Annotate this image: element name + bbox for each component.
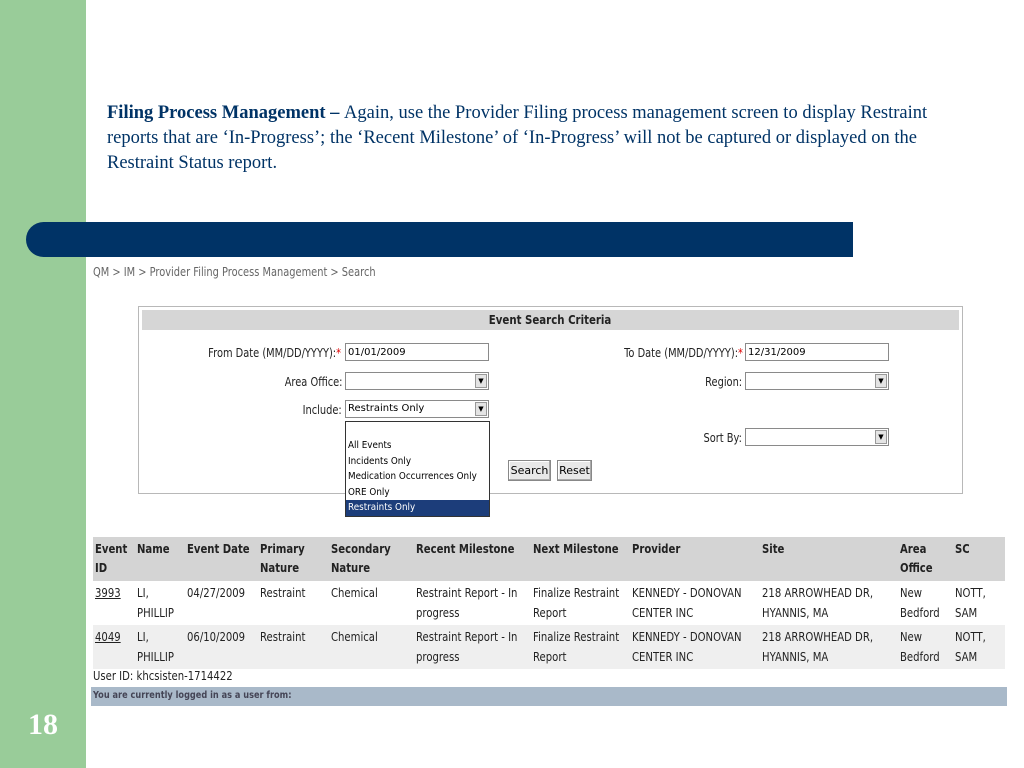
chevron-down-icon[interactable]: ▼ [875,430,887,444]
slide-title-dash: – [325,103,345,123]
sort-by-label: Sort By: [703,431,742,445]
event-id-cell[interactable] [93,581,135,625]
recent-milestone-cell: Restraint Report - In progress [416,586,518,620]
event-id-cell[interactable] [93,625,135,669]
region-select[interactable] [745,372,889,390]
from-date-label: From Date (MM/DD/YYYY):* [208,346,341,360]
table-header-row [93,537,1005,581]
next-milestone-cell: Finalize Restraint Report [531,625,629,669]
slide-green-left-band [0,0,86,768]
include-options-list[interactable] [345,421,490,517]
sort-by-select[interactable] [745,428,889,446]
site-cell: 218 ARROWHEAD DR, HYANNIS, MA [760,625,898,669]
to-date-input[interactable]: 12/31/2009 [745,343,889,361]
area-office-cell: New Bedford [898,625,953,669]
event-date-cell: 04/27/2009 [187,586,246,600]
column-header[interactable]: Event ID [93,537,135,581]
slide-title: Filing Process Management [107,103,326,123]
chevron-down-icon[interactable]: ▼ [475,374,487,388]
recent-milestone-cell: Restraint Report - In progress [414,625,531,669]
slide-intro-text [107,101,947,176]
criteria-header: Event Search Criteria [142,310,959,330]
include-option-incidents-only[interactable]: Incidents Only [348,455,412,467]
chevron-down-icon[interactable]: ▼ [875,374,887,388]
include-option-medication-occurrences-only[interactable]: Medication Occurrences Only [348,471,477,482]
column-header[interactable]: Secondary Nature [329,537,414,581]
event-id-link[interactable]: 3993 [95,586,121,600]
area-office-label: Area Office: [284,375,342,389]
column-header[interactable]: Primary Nature [258,537,328,581]
sc-cell: NOTT, SAM [953,625,1005,669]
column-header[interactable]: Provider [630,537,760,581]
secondary-nature-cell: Chemical [330,586,378,600]
include-option-ore-only[interactable]: ORE Only [348,486,390,498]
column-header[interactable]: Event Date [185,537,258,581]
provider-cell: KENNEDY - DONOVAN CENTER INC [631,586,742,620]
next-milestone-cell: Finalize Restraint Report [533,586,620,620]
column-header[interactable]: Site [760,537,898,581]
column-header[interactable]: Area Office [898,537,953,581]
include-label: Include: [302,403,342,417]
reset-button[interactable]: Reset [557,460,592,481]
table-row [93,581,1005,625]
include-option-all-events[interactable]: All Events [348,440,392,451]
primary-nature-cell: Restraint [260,586,306,600]
results-table [93,537,1005,669]
include-option-restraints-only[interactable]: Restraints Only [346,500,489,516]
event-date-cell: 06/10/2009 [185,625,258,669]
column-header[interactable]: Next Milestone [531,537,629,581]
provider-cell: KENNEDY - DONOVAN CENTER INC [630,625,760,669]
slide-divider-bar [26,222,853,257]
column-header[interactable]: SC [953,537,1005,581]
sc-cell: NOTT, SAM [954,586,986,620]
primary-nature-cell: Restraint [258,625,328,669]
name-cell: LI, PHILLIP [137,586,175,620]
required-mark: * [336,346,341,360]
site-cell: 218 ARROWHEAD DR, HYANNIS, MA [761,586,874,620]
logged-in-bar [91,687,1007,706]
from-date-input[interactable]: 01/01/2009 [345,343,489,361]
table-row [93,625,1005,669]
logged-in-text: You are currently logged in as a user from: [93,690,292,701]
search-button[interactable]: Search [508,460,551,481]
breadcrumb[interactable]: QM > IM > Provider Filing Process Management > Search [93,265,376,279]
area-office-cell: New Bedford [899,586,940,620]
column-header[interactable]: Recent Milestone [414,537,531,581]
area-office-select[interactable] [345,372,489,390]
include-select[interactable]: Restraints Only ▼ [345,400,489,418]
name-cell: LI, PHILLIP [135,625,185,669]
region-label: Region: [704,375,742,389]
user-id-text: User ID: khcsisten-1714422 [93,669,233,683]
column-header[interactable]: Name [135,537,185,581]
required-mark: * [738,346,743,360]
event-id-link[interactable]: 4049 [95,630,121,644]
slide-body: Again, use the Provider Filing process management screen to display Restraint reports that are ‘In-Progress’; the ‘Recent Milestone’ of ‘In-Progress’ will not be captured or displayed on the Restraint Status report. [107,103,928,173]
secondary-nature-cell: Chemical [329,625,414,669]
to-date-label: To Date (MM/DD/YYYY):* [624,346,743,360]
chevron-down-icon[interactable]: ▼ [475,402,487,416]
slide-number: 18 [28,708,58,741]
